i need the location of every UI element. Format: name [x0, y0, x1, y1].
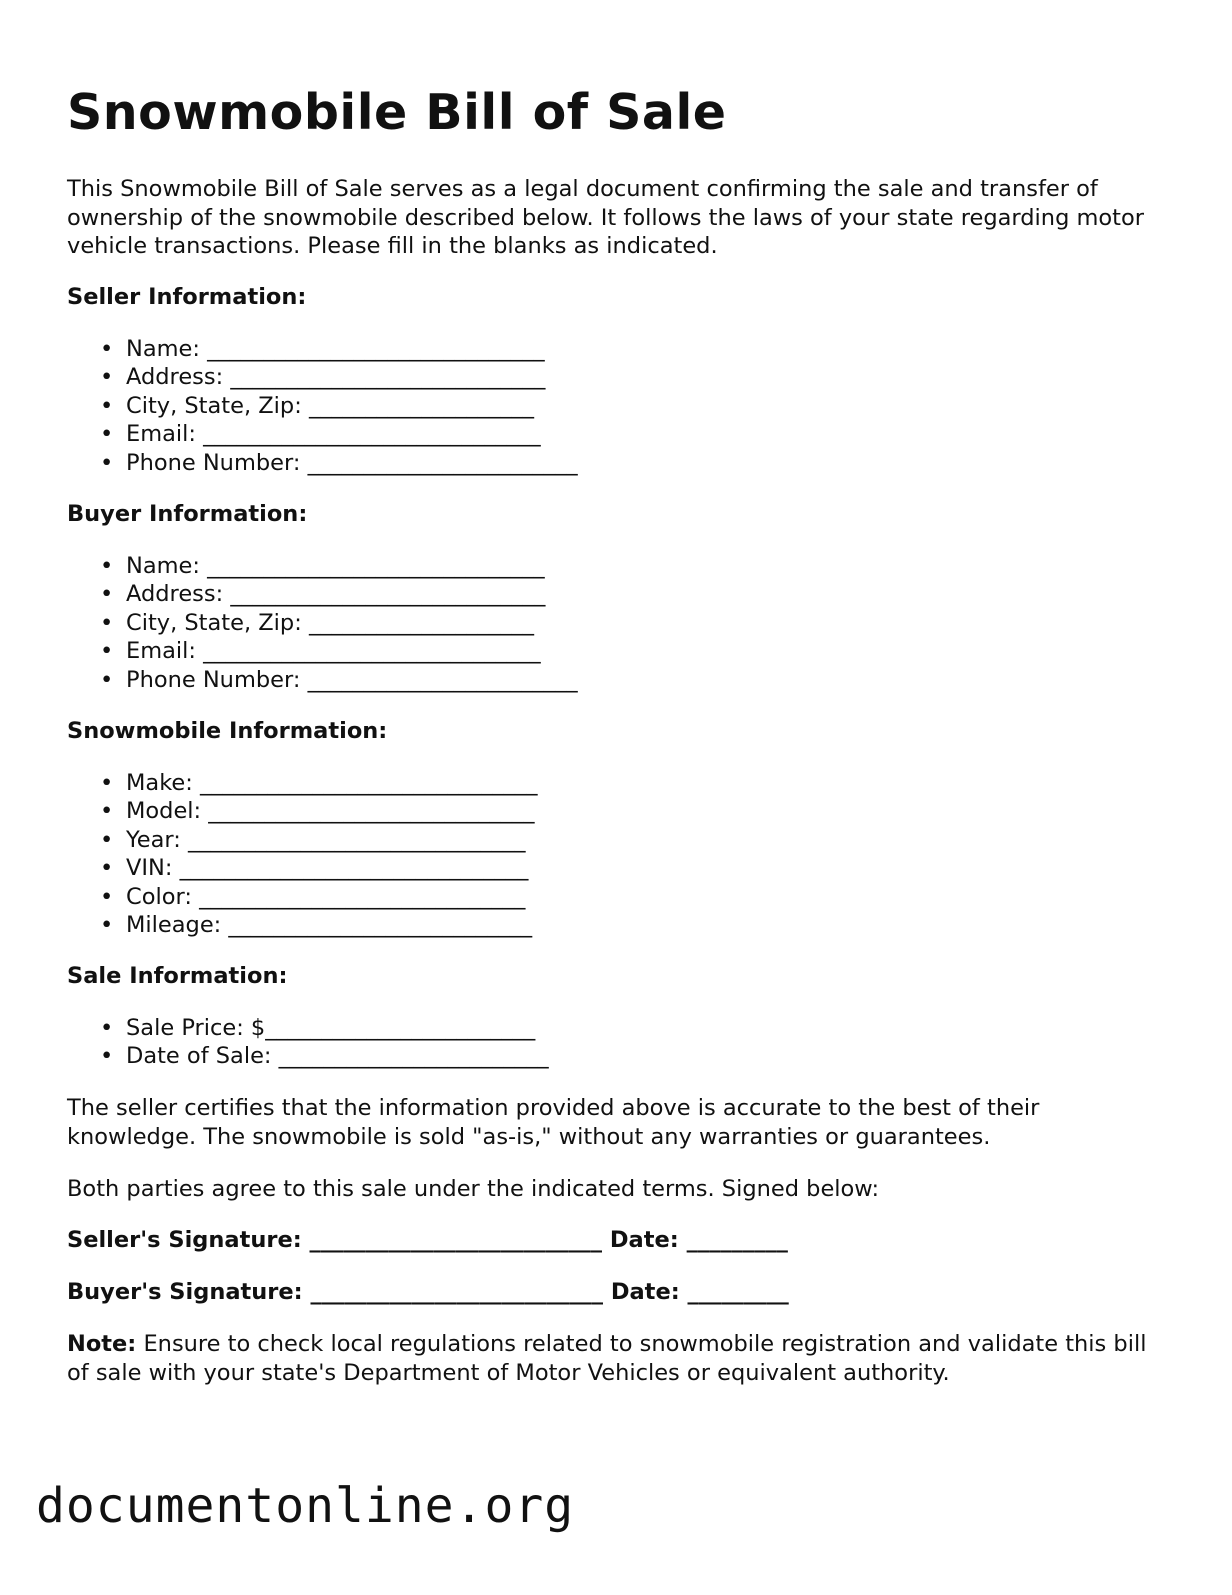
- buyer-phone-field: • Phone Number: ________________________: [100, 666, 578, 693]
- sale-fields: [67, 1014, 1167, 1071]
- seller-heading: Seller Information:: [67, 284, 307, 310]
- document-title: Snowmobile Bill of Sale: [67, 84, 727, 141]
- buyer-address-field: • Address: ____________________________: [100, 581, 546, 607]
- buyer-email-field: • Email: ______________________________: [100, 638, 541, 664]
- snowmobile-make-field: • Make: ______________________________: [100, 769, 538, 796]
- watermark-logo: documentonline.org: [36, 1478, 575, 1534]
- buyer-section: [67, 500, 1167, 694]
- snowmobile-mileage-field: • Mileage: ___________________________: [100, 912, 533, 938]
- note-paragraph: [67, 1330, 1167, 1387]
- snowmobile-vin-field: • VIN: _______________________________: [100, 855, 529, 881]
- seller-signature-line: Seller's Signature: __________________________ Date: _________: [67, 1227, 788, 1253]
- seller-name-field: • Name: ______________________________: [100, 335, 545, 362]
- snowmobile-fields: [67, 769, 1167, 940]
- buyer-name-field: • Name: ______________________________: [100, 552, 545, 579]
- seller-email-field: • Email: ______________________________: [100, 421, 541, 447]
- seller-section: [67, 283, 1167, 477]
- note-label: Note:: [67, 1331, 137, 1357]
- snowmobile-heading: Snowmobile Information:: [67, 718, 388, 744]
- sale-price-field: • Sale Price: $________________________: [100, 1014, 536, 1041]
- agreement-paragraph: Both parties agree to this sale under the indicated terms. Signed below:: [67, 1176, 880, 1202]
- snowmobile-color-field: • Color: _____________________________: [100, 883, 526, 910]
- seller-fields: [67, 335, 1167, 478]
- buyer-heading: Buyer Information:: [67, 501, 308, 527]
- snowmobile-model-field: • Model: _____________________________: [100, 798, 535, 824]
- intro-paragraph: This Snowmobile Bill of Sale serves as a legal document confirming the sale and transfer of ownership of the snowmobile described below. It follows the laws of your state regarding motor vehicle transactions. Please fill in the blanks as indicated.: [67, 176, 1145, 259]
- note-text: Ensure to check local regulations related to snowmobile registration and validate this bill of sale with your state's Department of Motor Vehicles or equivalent authority.: [67, 1331, 1147, 1386]
- certification-paragraph: The seller certifies that the information provided above is accurate to the best of their knowledge. The snowmobile is sold "as-is," without any warranties or guarantees.: [67, 1095, 1040, 1150]
- sale-section: [67, 962, 1167, 1071]
- buyer-city-state-zip-field: • City, State, Zip: ____________________: [100, 609, 534, 636]
- sale-heading: Sale Information:: [67, 963, 288, 989]
- snowmobile-section: [67, 717, 1167, 940]
- snowmobile-year-field: • Year: ______________________________: [100, 826, 526, 853]
- seller-address-field: • Address: ____________________________: [100, 364, 546, 390]
- sale-date-field: • Date of Sale: ________________________: [100, 1043, 549, 1069]
- seller-phone-field: • Phone Number: ________________________: [100, 449, 578, 476]
- seller-city-state-zip-field: • City, State, Zip: ____________________: [100, 392, 534, 419]
- buyer-fields: [67, 552, 1167, 695]
- buyer-signature-line: Buyer's Signature: __________________________ Date: _________: [67, 1279, 789, 1305]
